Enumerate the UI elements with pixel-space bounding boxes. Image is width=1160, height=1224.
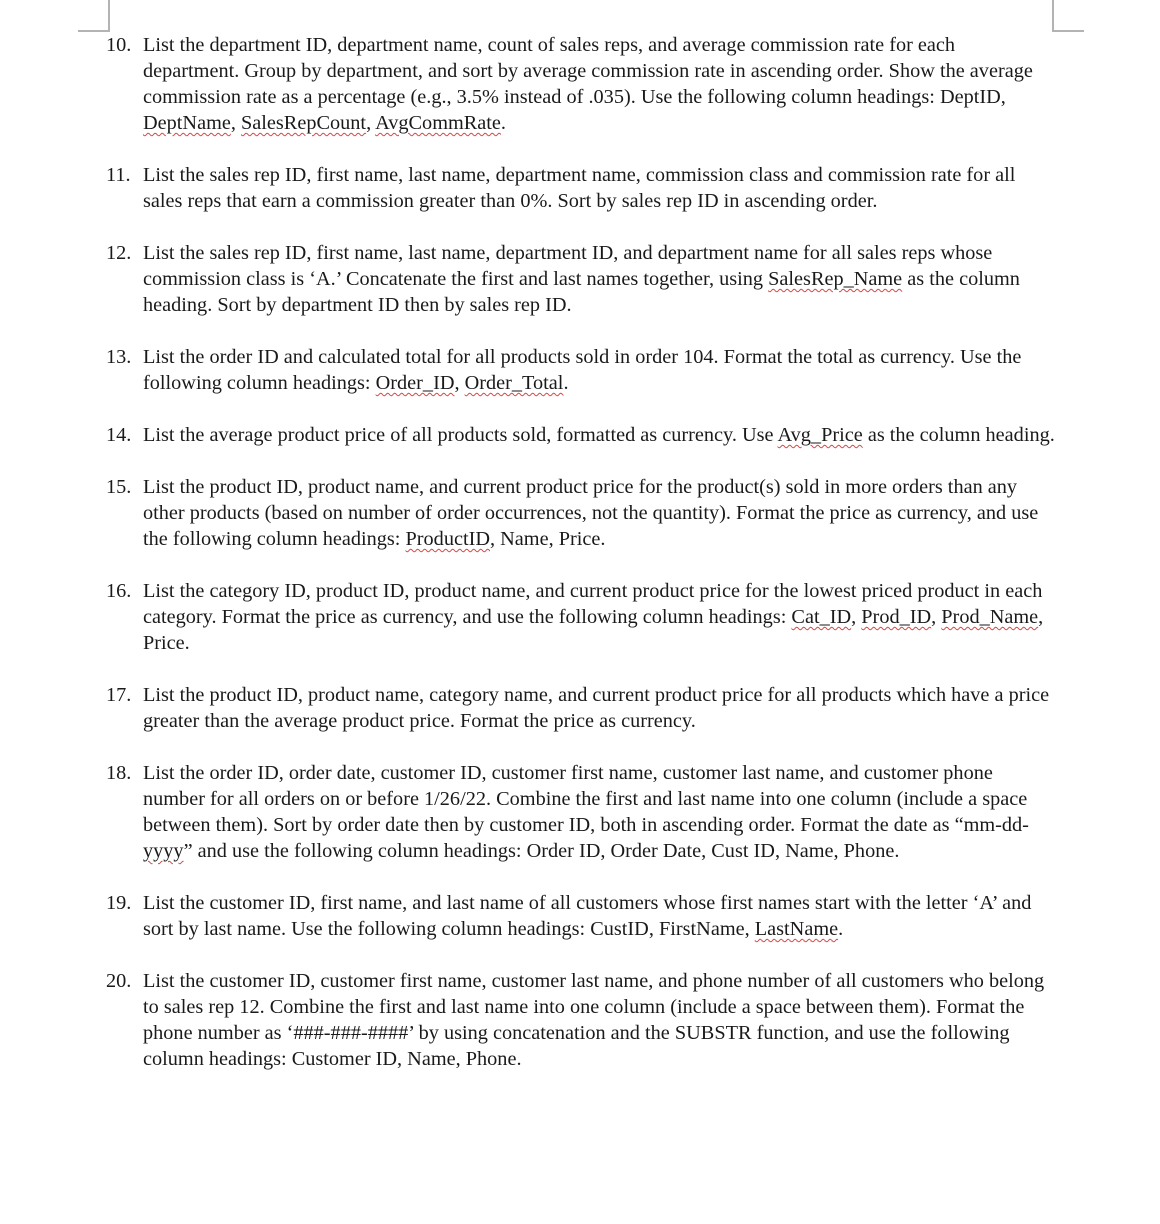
item-text: List the product ID, product name, category name, and current product price for all products which have a price greater than the average product price. Format the price as currency. — [143, 684, 1050, 732]
question-item-17 — [106, 682, 1056, 734]
spellcheck-flag: SalesRep_Name — [768, 268, 903, 290]
crop-mark-left — [78, 0, 110, 32]
item-text: List the category ID, product ID, product name, and current product price for the lowest priced product in each category. Format the price as currency, and use the following column headings: Cat_ID, Prod_ID, Prod_Name, Price. — [143, 580, 1044, 654]
spellcheck-flag: Prod_ID — [861, 606, 932, 628]
spellcheck-flag: SalesRepCount — [241, 112, 367, 134]
item-number: 12. — [106, 242, 132, 264]
item-number: 18. — [106, 762, 132, 784]
spellcheck-flag: Avg_Price — [777, 424, 863, 446]
document-page — [106, 32, 1056, 1098]
question-item-11 — [106, 162, 1056, 214]
item-text: List the customer ID, customer first name, customer last name, and phone number of all customers who belong to sales rep 12. Combine the first and last name into one column (include a space between them). Format the phone number as ‘###-###-####’ by using concatenation and the SUBSTR function, and use the following column headings: Customer ID, Name, Phone. — [143, 970, 1045, 1070]
item-text: List the order ID, order date, customer ID, customer first name, customer last name, and customer phone number for all orders on or before 1/26/22. Combine the first and last name into one column (include a space between them). Sort by order date then by customer ID, both in ascending order. Format the date as “mm-dd-yyyy” and use the following column headings: Order ID, Order Date, Cust ID, Name, Phone. — [143, 762, 1029, 862]
item-number: 10. — [106, 34, 132, 56]
item-text: List the sales rep ID, first name, last name, department ID, and department name for all sales reps whose commission class is ‘A.’ Concatenate the first and last names together, using SalesRep_Name as the column heading. Sort by department ID then by sales rep ID. — [143, 242, 1020, 316]
item-text: List the average product price of all products sold, formatted as currency. Use Avg_Price as the column heading. — [143, 424, 1055, 446]
item-number: 13. — [106, 346, 132, 368]
question-item-12 — [106, 240, 1056, 318]
item-number: 17. — [106, 684, 132, 706]
crop-mark-right — [1052, 0, 1084, 32]
item-number: 14. — [106, 424, 132, 446]
spellcheck-flag: Order_ID — [375, 372, 455, 394]
question-item-10 — [106, 32, 1056, 136]
item-text: List the customer ID, first name, and last name of all customers whose first names start with the letter ‘A’ and sort by last name. Use the following column headings: CustID, FirstName, LastName. — [143, 892, 1032, 940]
question-item-15 — [106, 474, 1056, 552]
item-text: List the department ID, department name, count of sales reps, and average commission rate for each department. Group by department, and sort by average commission rate in ascending order. Show the average commission rate as a percentage (e.g., 3.5% instead of .035). Use the following column headings: DeptID, DeptName, SalesRepCount, AvgCommRate. — [143, 34, 1033, 134]
spellcheck-flag: ProductID — [405, 528, 490, 550]
spellcheck-flag: Cat_ID — [791, 606, 852, 628]
item-number: 16. — [106, 580, 132, 602]
item-number: 15. — [106, 476, 132, 498]
question-item-18 — [106, 760, 1056, 864]
spellcheck-flag: AvgCommRate — [375, 112, 501, 134]
question-item-13 — [106, 344, 1056, 396]
item-number: 20. — [106, 970, 132, 992]
question-item-19 — [106, 890, 1056, 942]
item-text: List the product ID, product name, and current product price for the product(s) sold in more orders than any other products (based on number of order occurrences, not the quantity). Format the price as currency, and use the following column headings: ProductID, Name, Price. — [143, 476, 1039, 550]
spellcheck-flag: yyyy — [143, 840, 184, 862]
spellcheck-flag: Prod_Name — [941, 606, 1039, 628]
item-text: List the order ID and calculated total for all products sold in order 104. Format the total as currency. Use the following column headings: Order_ID, Order_Total. — [143, 346, 1022, 394]
item-number: 11. — [106, 164, 131, 186]
item-number: 19. — [106, 892, 132, 914]
spellcheck-flag: DeptName — [143, 112, 231, 134]
spellcheck-flag: Order_Total — [464, 372, 564, 394]
question-list — [106, 32, 1056, 1072]
question-item-16 — [106, 578, 1056, 656]
question-item-14 — [106, 422, 1056, 448]
question-item-20 — [106, 968, 1056, 1072]
spellcheck-flag: LastName — [754, 918, 839, 940]
item-text: List the sales rep ID, first name, last name, department name, commission class and commission rate for all sales reps that earn a commission greater than 0%. Sort by sales rep ID in ascending order. — [143, 164, 1016, 212]
